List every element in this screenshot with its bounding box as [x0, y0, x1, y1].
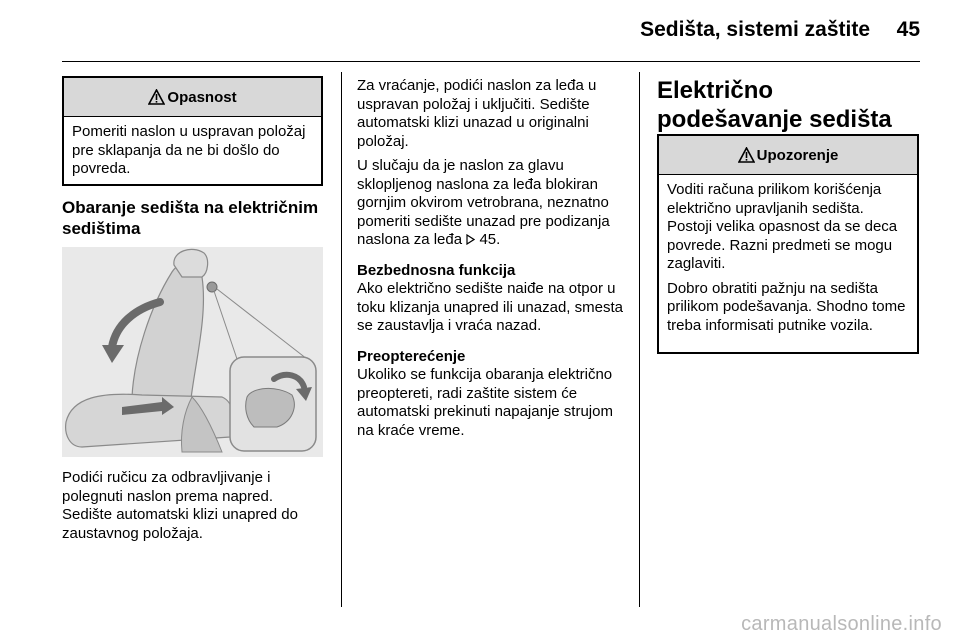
header-rule — [62, 61, 920, 62]
figure-caption — [62, 469, 327, 543]
warning-box-paragraph-2: Dobro obratiti pažnju na sedišta prilikom podešavanja. Shodno tome treba informisati putnike vozila. — [667, 279, 906, 334]
section-title-seat-folding: Obaranje sedišta na električnim sedištima — [62, 198, 319, 238]
column-divider-2 — [639, 72, 640, 607]
safety-function-text: Ako električno sedište naiđe na otpor u toku klizanja unapred ili unazad, smesta se zaustavlja i vraća nazad. — [357, 280, 623, 334]
warning-box-title: Upozorenje — [756, 146, 839, 164]
overload-text: Ukoliko se funkcija obaranja električno preoptereti, radi zaštite sistem će automatski prekinuti napajanje strujom na kraće vreme. — [357, 366, 613, 439]
warning-box-paragraph-1: Voditi računa prilikom korišćenja električno upravljanih sedišta. Postoji velika opasnost da se deca povrede. Razni predmeti se mogu zaglaviti. — [667, 181, 898, 272]
overload-heading: Preopterećenje — [357, 347, 466, 365]
section-title-electric-adjustment: Električno podešavanje sedišta — [657, 77, 892, 133]
page-number: 45 — [896, 18, 920, 41]
warning-box-header — [659, 136, 917, 175]
page-reference-number: 45. — [479, 231, 501, 248]
danger-box-header — [64, 78, 321, 117]
danger-box-title: Opasnost — [167, 88, 237, 106]
headrest-blocked-text: U slučaju da je naslon za glavu sklopljenog naslona za leđa blokiran gornjim okvirom vetrobrana, neznatno pomeriti sedište unazad pre podizanja naslona za leđa — [357, 157, 610, 248]
headrest-blocked-paragraph — [357, 157, 627, 250]
warning-triangle-icon — [738, 147, 755, 163]
danger-box-text: Pomeriti naslon u uspravan položaj pre sklapanja da ne bi došlo do povreda. — [72, 123, 306, 177]
safety-function-heading: Bezbednosna funkcija — [357, 261, 516, 279]
return-backrest-paragraph: Za vraćanje, podići naslon za leđa u uspravan položaj i uključiti. Sedište automatski klizi unazad u originalni položaj. — [357, 77, 597, 150]
seat-diagram-icon — [62, 247, 323, 457]
danger-box — [62, 76, 323, 186]
figure-caption-text: Podići ručicu za odbravljivanje i polegnuti naslon prema napred. Sedište automatski klizi unapred do zaustavnog položaja. — [62, 469, 298, 542]
column-2-text — [357, 77, 627, 440]
column-divider-1 — [341, 72, 342, 607]
watermark: carmanualsonline.info — [741, 613, 942, 635]
page-header-title: Sedišta, sistemi zaštite — [640, 18, 870, 41]
warning-triangle-icon — [148, 89, 165, 105]
warning-box — [657, 134, 919, 354]
page-reference-arrow-icon — [466, 234, 475, 245]
seat-illustration — [62, 247, 323, 457]
